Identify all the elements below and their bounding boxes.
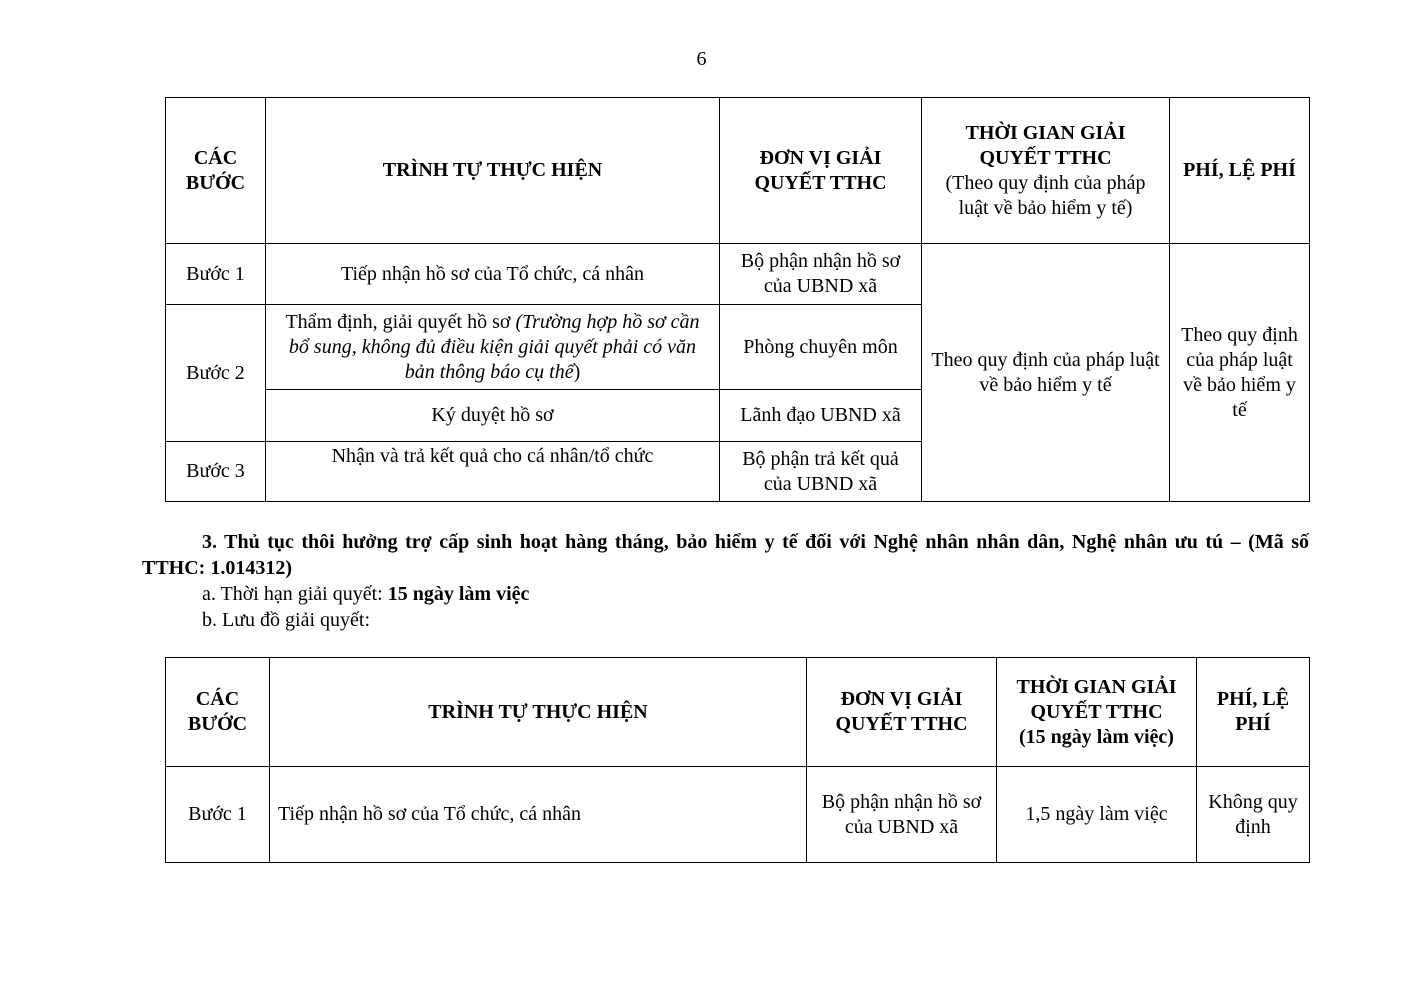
step-cell: Bước 1 (166, 244, 266, 305)
header-sequence: TRÌNH TỰ THỰC HIỆN (266, 98, 720, 244)
flow-label: b. Lưu đồ giải quyết: (202, 609, 371, 631)
unit-cell: Bộ phận nhận hồ sơ của UBND xã (720, 244, 922, 305)
unit-cell: Phòng chuyên môn (720, 305, 922, 390)
step-cell: Bước 2 (166, 305, 266, 442)
header-time-note: (15 ngày làm việc) (1019, 725, 1174, 748)
time-cell: 1,5 ngày làm việc (997, 767, 1197, 863)
header-time (997, 658, 1197, 767)
deadline-label: a. Thời hạn giải quyết: (202, 583, 388, 605)
header-time-title: THỜI GIAN GIẢI QUYẾT TTHC (1016, 675, 1177, 723)
step-cell: Bước 3 (166, 442, 266, 502)
procedure-table-1 (165, 97, 1310, 502)
deadline-value: 15 ngày làm việc (387, 583, 530, 605)
unit-cell: Bộ phận trả kết quả của UBND xã (720, 442, 922, 502)
sequence-cell (266, 305, 720, 390)
header-steps: CÁC BƯỚC (166, 98, 266, 244)
step-cell: Bước 1 (166, 767, 270, 863)
header-steps: CÁC BƯỚC (166, 658, 270, 767)
header-time (922, 98, 1170, 244)
header-time-note: (Theo quy định của pháp luật về bảo hiểm y tế) (945, 171, 1146, 219)
deadline-line (142, 581, 1309, 607)
header-unit: ĐƠN VỊ GIẢI QUYẾT TTHC (807, 658, 997, 767)
sequence-cell: Ký duyệt hồ sơ (266, 390, 720, 442)
table-row (166, 244, 1310, 305)
header-fee: PHÍ, LỆ PHÍ (1170, 98, 1310, 244)
fee-cell-merged: Theo quy định của pháp luật về bảo hiểm y tế (1170, 244, 1310, 502)
unit-cell: Bộ phận nhận hồ sơ của UBND xã (807, 767, 997, 863)
sequence-text: Thẩm định, giải quyết hồ sơ (285, 310, 516, 333)
sequence-note-italic: (Trường hợp hồ sơ cần bổ sung, không đủ điều kiện giải quyết phải có văn bản thông báo cụ thể (288, 310, 700, 383)
unit-cell: Lãnh đạo UBND xã (720, 390, 922, 442)
procedure-table-2 (165, 657, 1310, 863)
page-number: 6 (696, 48, 707, 70)
fee-cell: Không quy định (1197, 767, 1310, 863)
section-title: 3. Thủ tục thôi hưởng trợ cấp sinh hoạt hàng tháng, bảo hiểm y tế đối với Nghệ nhân nhân dân, Nghệ nhân ưu tú – (Mã số TTHC: 1.014312) (142, 531, 1309, 579)
section-3 (142, 529, 1309, 633)
header-time-title: THỜI GIAN GIẢI QUYẾT TTHC (965, 121, 1126, 169)
time-cell-merged: Theo quy định của pháp luật về bảo hiểm y tế (922, 244, 1170, 502)
header-fee: PHÍ, LỆ PHÍ (1197, 658, 1310, 767)
header-unit: ĐƠN VỊ GIẢI QUYẾT TTHC (720, 98, 922, 244)
sequence-cell: Tiếp nhận hồ sơ của Tổ chức, cá nhân (270, 767, 807, 863)
sequence-cell: Nhận và trả kết quả cho cá nhân/tổ chức (266, 442, 720, 502)
table-header-row (166, 98, 1310, 244)
sequence-close: ) (573, 360, 581, 383)
table-row (166, 767, 1310, 863)
table-header-row (166, 658, 1310, 767)
header-sequence: TRÌNH TỰ THỰC HIỆN (270, 658, 807, 767)
sequence-cell: Tiếp nhận hồ sơ của Tổ chức, cá nhân (266, 244, 720, 305)
